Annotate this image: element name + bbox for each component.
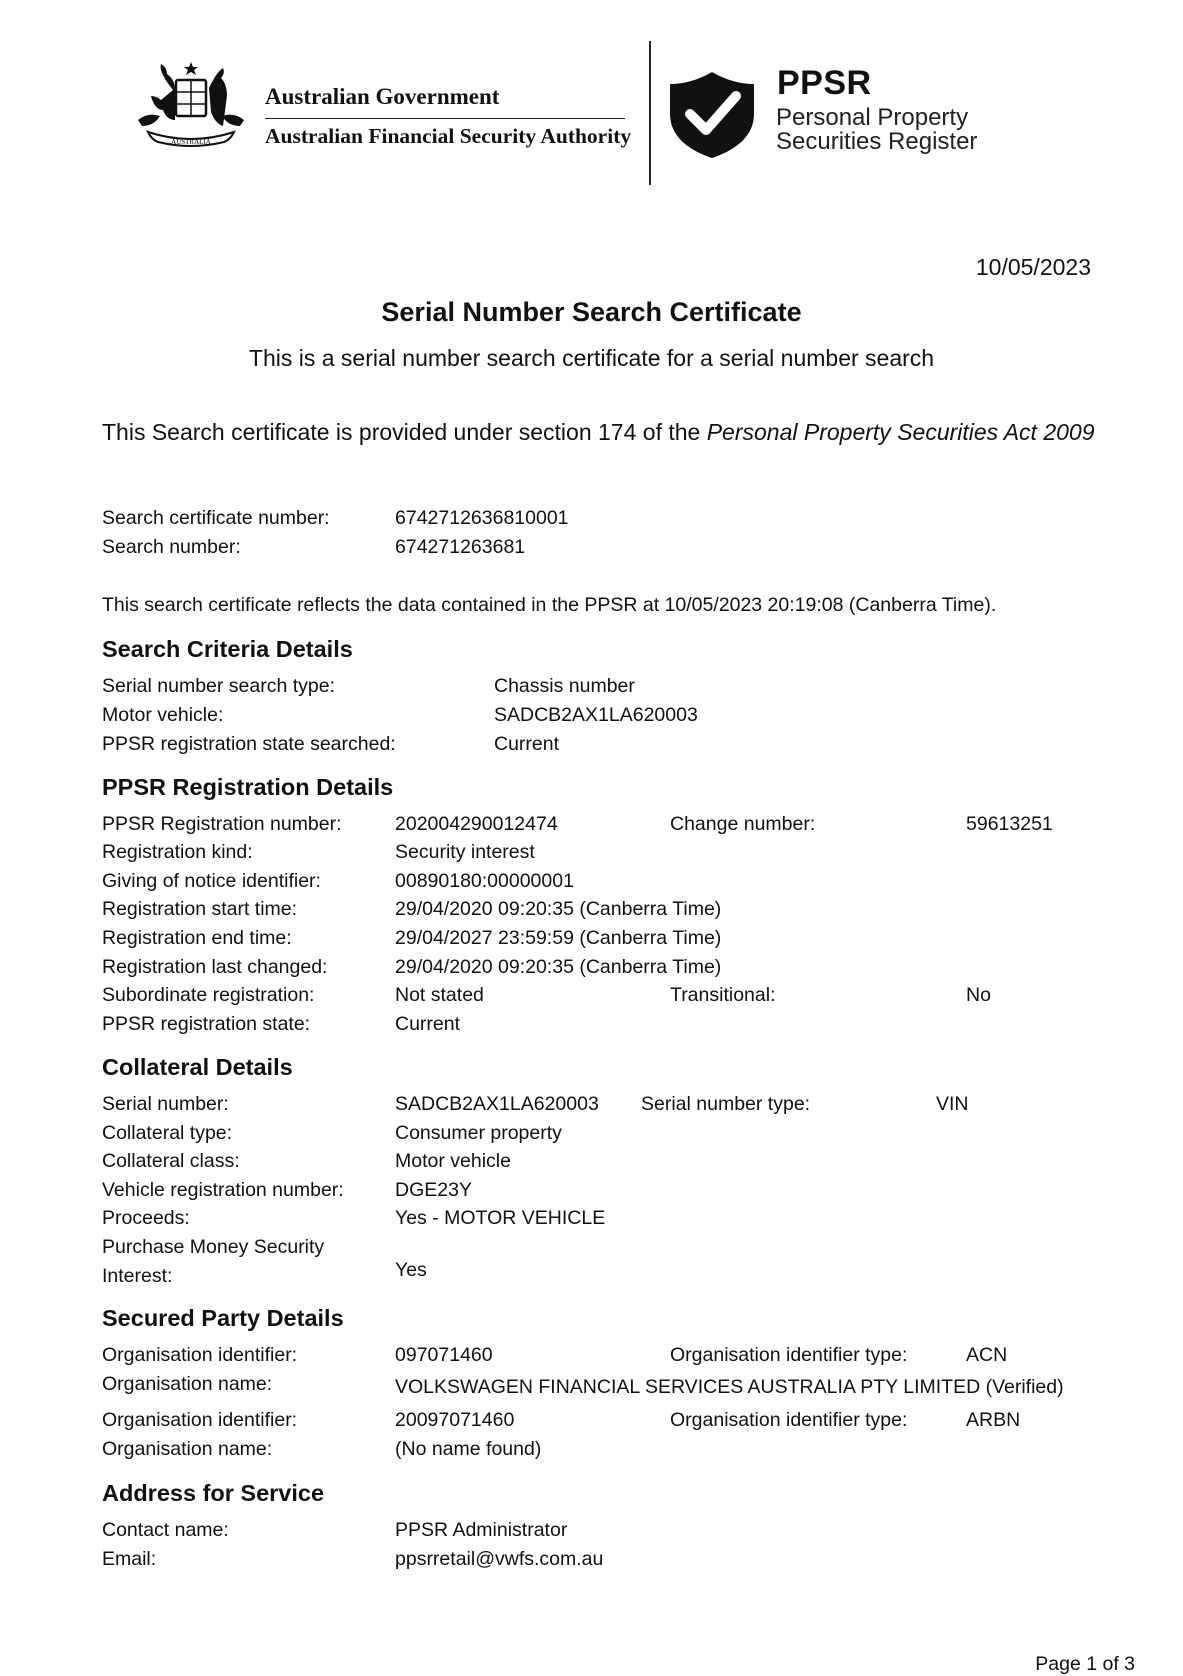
page-subtitle: This is a serial number search certificate for a serial number search [248, 345, 935, 371]
state-searched-label: PPSR registration state searched: [102, 733, 396, 755]
pmsi-label-line1: Purchase Money Security [102, 1236, 325, 1258]
reg-number-value: 202004290012474 [395, 813, 558, 835]
reg-changed-value: 29/04/2020 09:20:35 (Canberra Time) [395, 956, 722, 978]
crest-motto: AUSTRALIA [171, 138, 211, 146]
ppsr-shield-icon [668, 70, 756, 160]
ppsr-name-line1: Personal Property [776, 104, 969, 131]
contact-name-value: PPSR Administrator [395, 1519, 568, 1541]
page-title: Serial Number Search Certificate [381, 297, 802, 327]
pmsi-label-line2: Interest: [102, 1265, 173, 1287]
org-name-value: (No name found) [395, 1438, 542, 1460]
vehicle-reg-value: DGE23Y [395, 1179, 472, 1201]
org-name-value: VOLKSWAGEN FINANCIAL SERVICES AUSTRALIA PTY LIMITED (Verified) [395, 1376, 1064, 1398]
notice-id-label: Giving of notice identifier: [102, 870, 321, 892]
state-searched-value: Current [494, 733, 560, 755]
search-type-value: Chassis number [494, 675, 635, 697]
org-id-label: Organisation identifier: [102, 1344, 298, 1366]
subordinate-label: Subordinate registration: [102, 984, 315, 1006]
search-type-label: Serial number search type: [102, 675, 336, 697]
certificate-date: 10/05/2023 [975, 254, 1091, 280]
cert-number-label: Search certificate number: [102, 507, 330, 529]
contact-name-label: Contact name: [102, 1519, 229, 1541]
motor-vehicle-label: Motor vehicle: [102, 704, 224, 726]
org-name-label: Organisation name: [102, 1438, 273, 1460]
serial-number-value: SADCB2AX1LA620003 [395, 1093, 599, 1115]
provision-prefix: This Search certificate is provided under section 174 of the [102, 419, 707, 445]
collateral-type-label: Collateral type: [102, 1122, 233, 1144]
change-number-label: Change number: [670, 813, 816, 835]
address-heading: Address for Service [102, 1480, 325, 1506]
reg-start-label: Registration start time: [102, 898, 298, 920]
proceeds-value: Yes - MOTOR VEHICLE [395, 1207, 606, 1229]
motor-vehicle-value: SADCB2AX1LA620003 [494, 704, 698, 726]
collateral-type-value: Consumer property [395, 1122, 562, 1144]
org-id-type-value: ARBN [966, 1409, 1021, 1431]
org-id-value: 097071460 [395, 1344, 493, 1366]
pmsi-value: Yes [395, 1259, 427, 1281]
collateral-heading: Collateral Details [102, 1054, 293, 1080]
transitional-label: Transitional: [670, 984, 776, 1006]
org-id-type-label: Organisation identifier type: [670, 1409, 908, 1431]
header-rule [265, 118, 625, 119]
change-number-value: 59613251 [966, 813, 1053, 835]
search-number-label: Search number: [102, 536, 241, 558]
secured-party-heading: Secured Party Details [102, 1305, 344, 1331]
reg-start-value: 29/04/2020 09:20:35 (Canberra Time) [395, 898, 722, 920]
org-id-value: 20097071460 [395, 1409, 515, 1431]
reg-state-label: PPSR registration state: [102, 1013, 311, 1035]
collateral-class-label: Collateral class: [102, 1150, 240, 1172]
proceeds-label: Proceeds: [102, 1207, 190, 1229]
gov-subtitle: Australian Financial Security Authority [265, 124, 632, 148]
org-id-type-value: ACN [966, 1344, 1008, 1366]
page-number: Page 1 of 3 [1035, 1653, 1135, 1675]
subordinate-value: Not stated [395, 984, 484, 1006]
registration-heading: PPSR Registration Details [102, 774, 394, 800]
header-divider [649, 41, 651, 185]
reg-kind-value: Security interest [395, 841, 535, 863]
reg-end-value: 29/04/2027 23:59:59 (Canberra Time) [395, 927, 722, 949]
collateral-class-value: Motor vehicle [395, 1150, 511, 1172]
ppsr-name-line2: Securities Register [776, 128, 978, 155]
org-id-type-label: Organisation identifier type: [670, 1344, 908, 1366]
act-name: Personal Property Securities Act 2009 [706, 419, 1095, 445]
gov-title: Australian Government [265, 84, 500, 109]
cert-number-value: 6742712636810001 [395, 507, 569, 529]
reflects-statement: This search certificate reflects the data contained in the PPSR at 10/05/2023 20:19:08 (Canberra Time). [102, 594, 997, 616]
reg-number-label: PPSR Registration number: [102, 813, 342, 835]
notice-id-value: 00890180:00000001 [395, 870, 574, 892]
coat-of-arms-icon [128, 60, 254, 158]
email-value: ppsrretail@vwfs.com.au [395, 1548, 604, 1570]
org-id-label: Organisation identifier: [102, 1409, 298, 1431]
email-label: Email: [102, 1548, 157, 1570]
reg-changed-label: Registration last changed: [102, 956, 328, 978]
ppsr-abbreviation: PPSR [777, 64, 872, 102]
criteria-heading: Search Criteria Details [102, 636, 353, 662]
provision-statement [102, 418, 1102, 447]
vehicle-reg-label: Vehicle registration number: [102, 1179, 344, 1201]
transitional-value: No [966, 984, 991, 1006]
search-number-value: 674271263681 [395, 536, 526, 558]
org-name-label: Organisation name: [102, 1373, 273, 1395]
serial-type-label: Serial number type: [641, 1093, 811, 1115]
reg-end-label: Registration end time: [102, 927, 292, 949]
serial-number-label: Serial number: [102, 1093, 229, 1115]
serial-type-value: VIN [936, 1093, 969, 1115]
reg-kind-label: Registration kind: [102, 841, 253, 863]
reg-state-value: Current [395, 1013, 461, 1035]
